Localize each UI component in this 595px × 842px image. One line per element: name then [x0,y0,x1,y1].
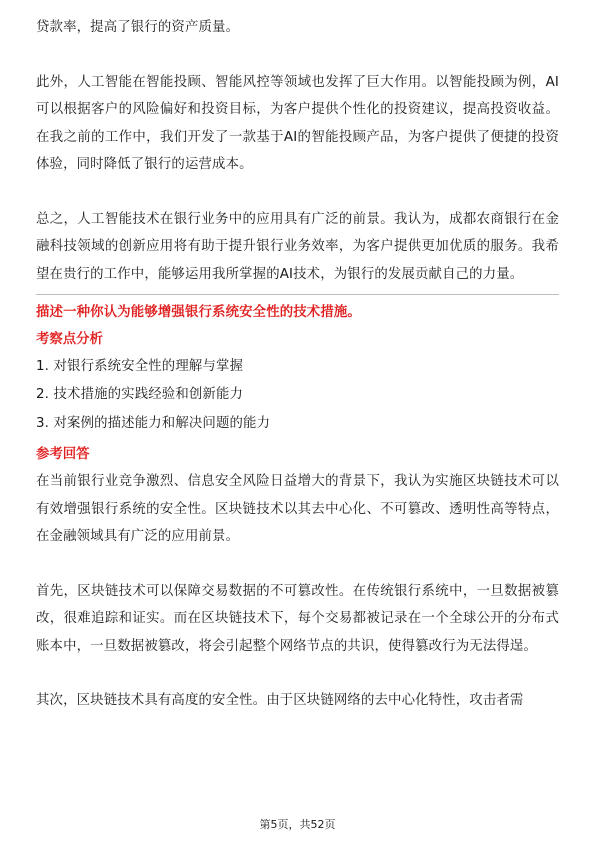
answer-paragraph-1: 在当前银行业竞争激烈、信息安全风险日益增大的背景下，我认为实施区块链技术可以有效增强银行系统的安全性。区块链技术以其去中心化、不可篡改、透明性高等特点，在金融领域具有广泛的应用前景。 [36,474,559,544]
intro-paragraph-3: 总之，人工智能技术在银行业务中的应用具有广泛的前景。我认为，成都农商银行在金融科技领域的创新应用将有助于提升银行业务效率，为客户提供更加优质的服务。我希望在贵行的工作中，能够运用我所掌握的AI技术，为银行的发展贡献自己的力量。 [36,211,559,282]
answer-heading: 参考回答 [36,447,90,462]
analysis-item-2: 2. 技术措施的实践经验和创新能力 [36,387,244,402]
answer-paragraph-3: 其次，区块链技术具有高度的安全性。由于区块链网络的去中心化特性，攻击者需 [36,693,524,708]
section-divider [36,294,559,295]
intro-paragraph-2: 此外，人工智能在智能投顾、智能风控等领域也发挥了巨大作用。以智能投顾为例，AI可以根据客户的风险偏好和投资目标，为客户提供个性化的投资建议，提高投资收益。在我之前的工作中，我们开发了一款基于AI的智能投顾产品，为客户提供了便捷的投资体验，同时降低了银行的运营成本。 [36,74,559,172]
intro-paragraph-1: 贷款率，提高了银行的资产质量。 [36,20,240,35]
question-title: 描述一种你认为能够增强银行系统安全性的技术措施。 [36,305,361,320]
document-page [36,14,559,715]
analysis-heading: 考察点分析 [36,331,103,347]
analysis-item-3: 3. 对案例的描述能力和解决问题的能力 [36,415,271,431]
page-footer: 第5页，共52页 [259,818,336,831]
answer-paragraph-2: 首先，区块链技术可以保障交易数据的不可篡改性。在传统银行系统中，一旦数据被篡改，很难追踪和证实。而在区块链技术下，每个交易都被记录在一个全球公开的分布式账本中，一旦数据被篡改，将会引起整个网络节点的共识，使得篡改行为无法得逞。 [36,583,559,654]
analysis-item-1: 1. 对银行系统安全性的理解与掌握 [36,358,244,374]
